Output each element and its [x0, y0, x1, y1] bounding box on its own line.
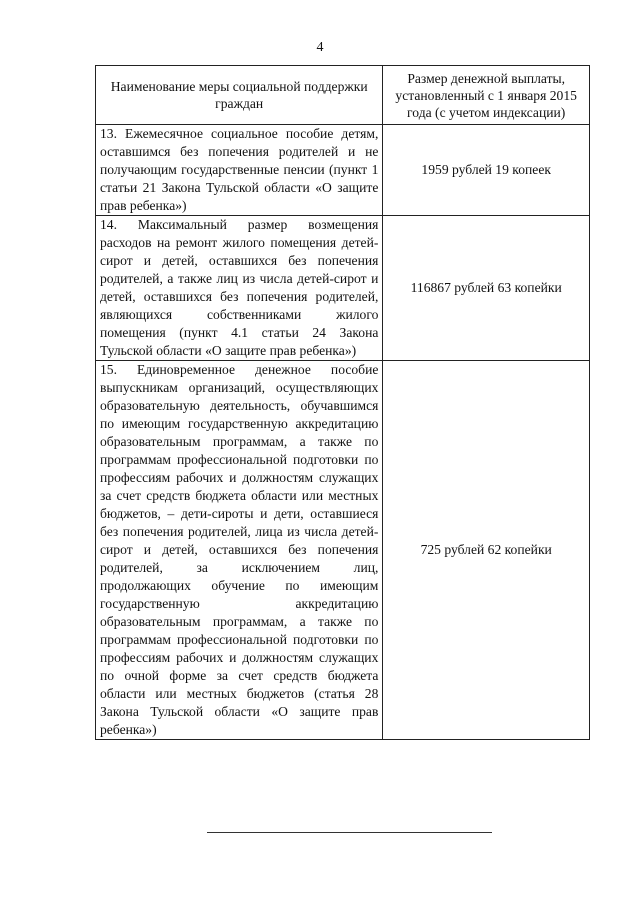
measure-cell: 14. Максимальный размер возмещения расходов на ремонт жилого помещения детей-сирот и детей, оставшихся без попечения родителей, а также лиц из числа детей-сирот и детей, оставшихся без попечения родителей, являющихся собственниками жилого помещения (пункт 4.1 статьи 24 Закона Тульской области «О защите прав ребенка») — [96, 216, 383, 361]
table-header-row — [96, 66, 590, 125]
table-row — [96, 361, 590, 740]
amount-cell: 116867 рублей 63 копейки — [383, 216, 590, 361]
measure-cell: 13. Ежемесячное социальное пособие детям, оставшимся без попечения родителей и не получающим государственные пенсии (пункт 1 статьи 21 Закона Тульской области «О защите прав ребенка») — [96, 125, 383, 216]
column-header-measure: Наименование меры социальной поддержки граждан — [96, 66, 383, 125]
table-row — [96, 216, 590, 361]
measure-cell: 15. Единовременное денежное пособие выпускникам организаций, осуществляющих образовательную деятельность, обучавшимся по имеющим государственную аккредитацию образовательным программам, а также по программам профессиональной подготовки по профессиям рабочих и должностям служащих за счет средств бюджета области или местных бюджетов, – дети-сироты и дети, оставшиеся без попечения родителей, лица из числа детей-сирот и детей, оставшихся без попечения родителей, за исключением лиц, продолжающих обучение по имеющим государственную аккредитацию образовательным программам, а также по программам профессиональной подготовки по профессиям рабочих и должностям служащих по очной форме за счет средств бюджета области или местных бюджетов (статья 28 Закона Тульской области «О защите прав ребенка») — [96, 361, 383, 740]
page-number: 4 — [316, 40, 324, 55]
amount-cell: 725 рублей 62 копейки — [383, 361, 590, 740]
amount-cell: 1959 рублей 19 копеек — [383, 125, 590, 216]
footer-divider — [207, 832, 492, 833]
social-support-table — [95, 65, 590, 740]
column-header-amount: Размер денежной выплаты, установленный с 1 января 2015 года (с учетом индексации) — [383, 66, 590, 125]
table-row — [96, 125, 590, 216]
